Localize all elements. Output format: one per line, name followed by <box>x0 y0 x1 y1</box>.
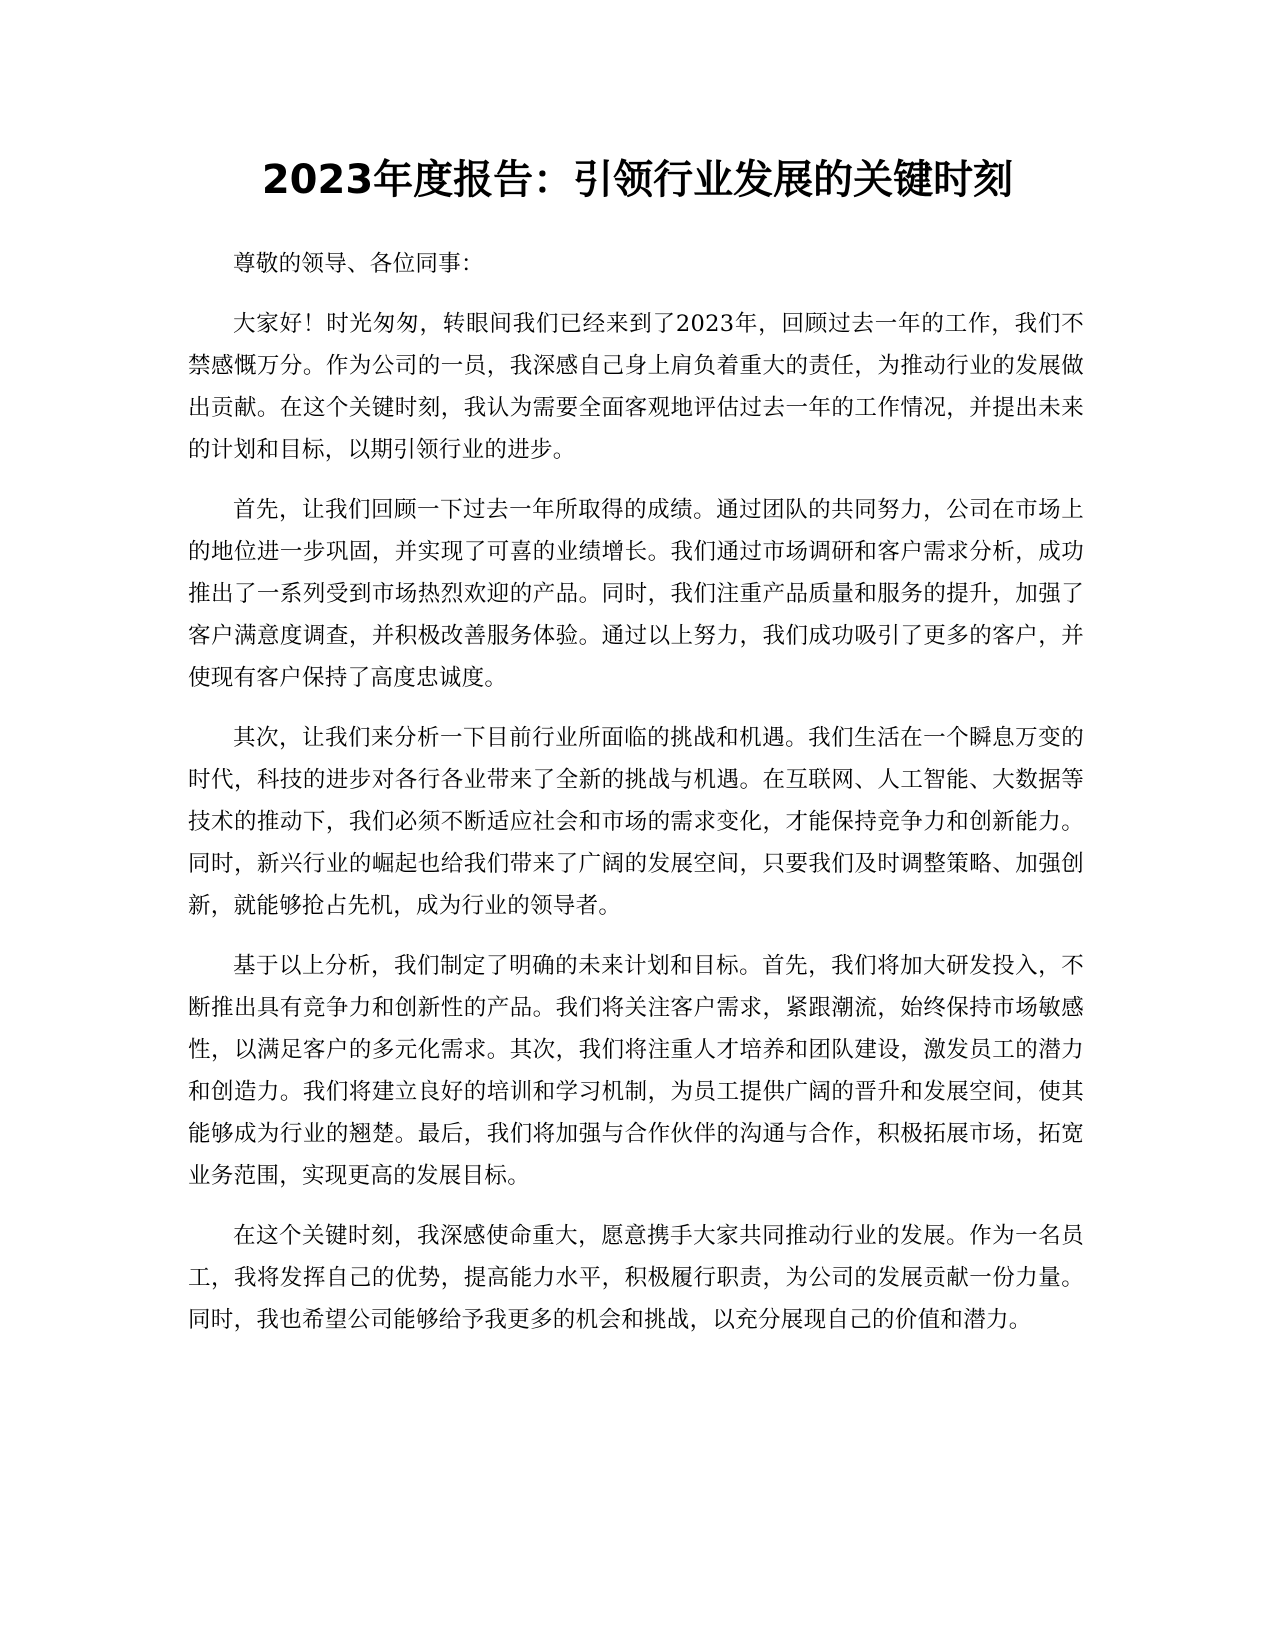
closing-paragraph: 在这个关键时刻，我深感使命重大，愿意携手大家共同推动行业的发展。作为一名员工，我将发挥自己的优势，提高能力水平，积极履行职责，为公司的发展贡献一份力量。同时，我也希望公司能够给予我更多的机会和挑战，以充分展现自己的价值和潜力。 <box>188 1223 1084 1333</box>
plans-paragraph: 基于以上分析，我们制定了明确的未来计划和目标。首先，我们将加大研发投入，不断推出具有竞争力和创新性的产品。我们将关注客户需求，紧跟潮流，始终保持市场敏感性，以满足客户的多元化需求。其次，我们将注重人才培养和团队建设，激发员工的潜力和创造力。我们将建立良好的培训和学习机制，为员工提供广阔的晋升和发展空间，使其能够成为行业的翘楚。最后，我们将加强与合作伙伴的沟通与合作，积极拓展市场，拓宽业务范围，实现更高的发展目标。 <box>188 953 1084 1189</box>
challenges-paragraph: 其次，让我们来分析一下目前行业所面临的挑战和机遇。我们生活在一个瞬息万变的时代，科技的进步对各行各业带来了全新的挑战与机遇。在互联网、人工智能、大数据等技术的推动下，我们必须不断适应社会和市场的需求变化，才能保持竞争力和创新能力。同时，新兴行业的崛起也给我们带来了广阔的发展空间，只要我们及时调整策略、加强创新，就能够抢占先机，成为行业的领导者。 <box>188 725 1084 919</box>
intro-paragraph: 大家好！时光匆匆，转眼间我们已经来到了2023年，回顾过去一年的工作，我们不禁感慨万分。作为公司的一员，我深感自己身上肩负着重大的责任，为推动行业的发展做出贡献。在这个关键时刻，我认为需要全面客观地评估过去一年的工作情况，并提出未来的计划和目标，以期引领行业的进步。 <box>188 311 1084 463</box>
achievements-paragraph: 首先，让我们回顾一下过去一年所取得的成绩。通过团队的共同努力，公司在市场上的地位进一步巩固，并实现了可喜的业绩增长。我们通过市场调研和客户需求分析，成功推出了一系列受到市场热烈欢迎的产品。同时，我们注重产品质量和服务的提升，加强了客户满意度调查，并积极改善服务体验。通过以上努力，我们成功吸引了更多的客户，并使现有客户保持了高度忠诚度。 <box>188 497 1084 691</box>
salutation-paragraph: 尊敬的领导、各位同事： <box>233 251 484 277</box>
document-title: 2023年度报告：引领行业发展的关键时刻 <box>261 157 1014 203</box>
document-body <box>188 243 1084 1359</box>
